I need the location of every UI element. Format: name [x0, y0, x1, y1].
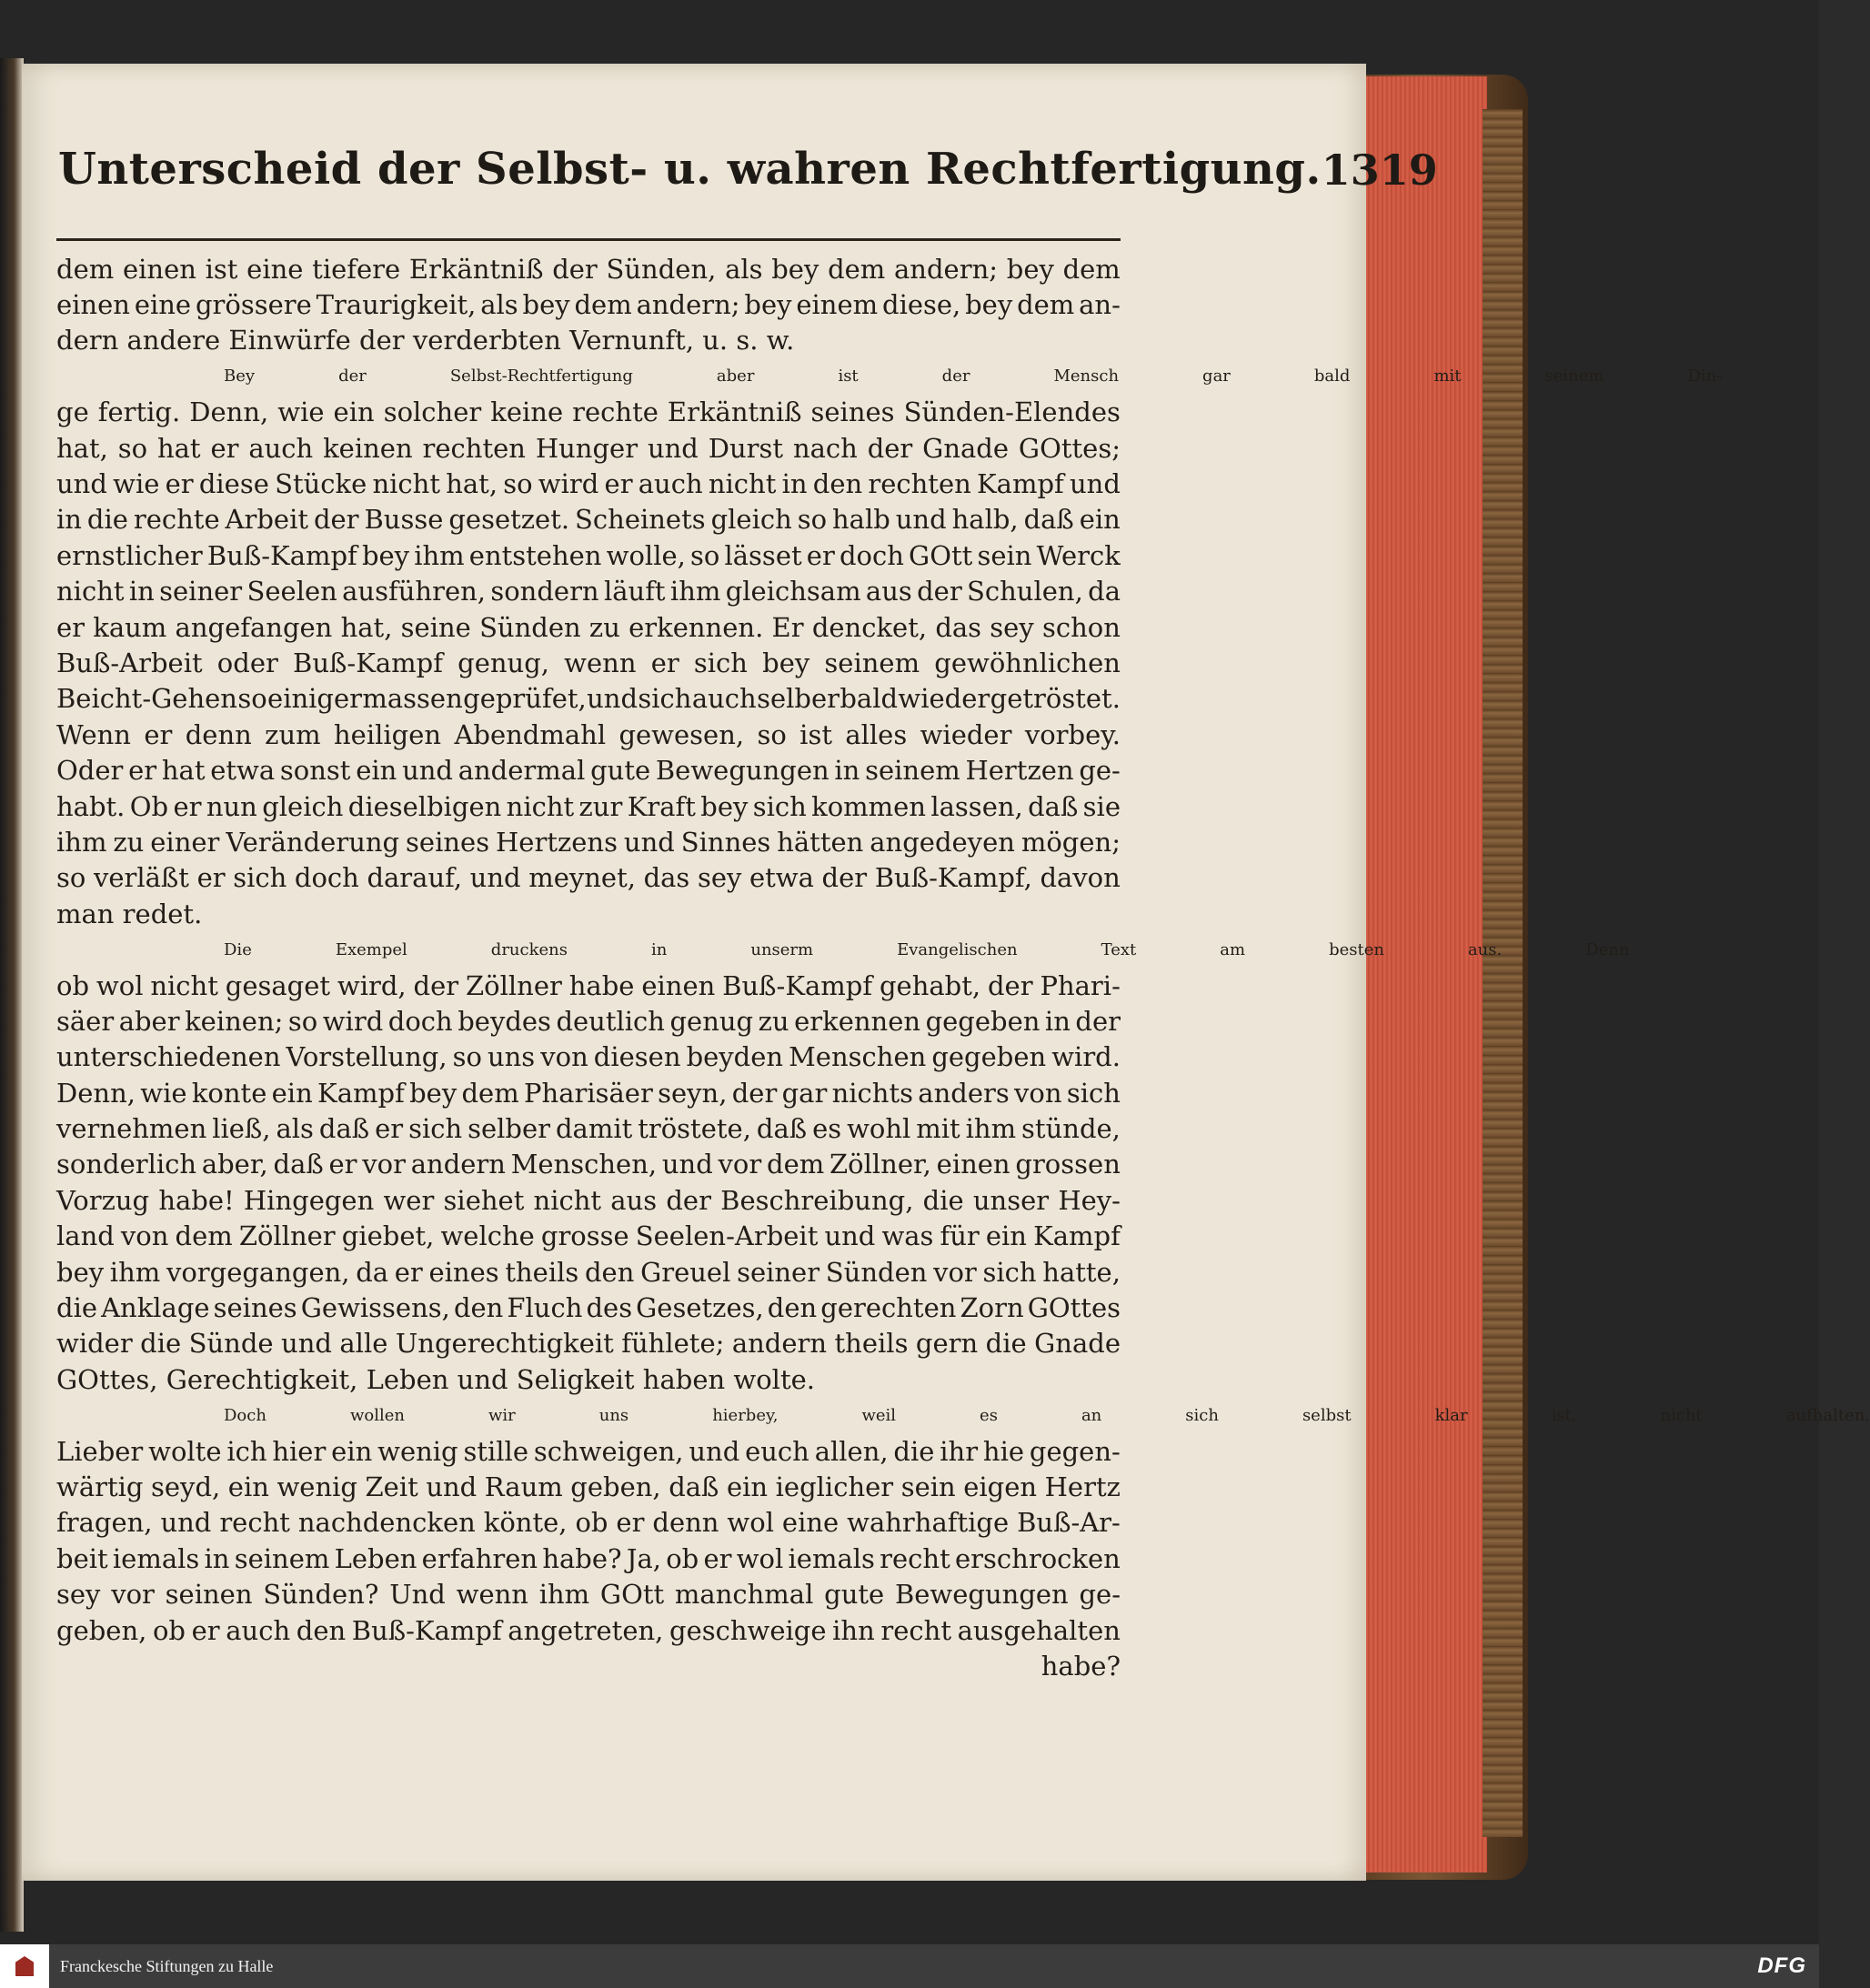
text-line-content: säer aber keinen; so wird doch beydes deutlich genug zu erkennen gegeben in der [56, 1005, 1121, 1037]
text-line-content: fragen, und recht nachdencken könte, ob er denn wol eine wahrhaftige Buß-Ar- [56, 1507, 1121, 1539]
text-line-content: Vorzug habe! Hingegen wer siehet nicht aus der Beschreibung, die unser Hey- [56, 1184, 1121, 1216]
body-text [56, 251, 1870, 1684]
text-line [56, 824, 1121, 859]
running-head [58, 107, 1438, 195]
text-line [56, 752, 1121, 788]
dfg-logo: DFG [1757, 1953, 1806, 1978]
text-line-content: Denn, wie konte ein Kampf bey dem Pharisäer seyn, der gar nichts anders von sich [56, 1077, 1121, 1109]
text-line [56, 1254, 1121, 1290]
text-line-content: Wenn er denn zum heiligen Abendmahl gewesen, so ist alles wieder vorbey. [56, 718, 1121, 750]
text-line [56, 968, 1121, 1003]
text-line [56, 1039, 1121, 1075]
text-line [56, 1219, 1121, 1254]
text-line-content: ob wol nicht gesaget wird, der Zöllner habe einen Buß-Kampf gehabt, der Phari- [56, 969, 1121, 1001]
text-line-content: ihm zu einer Veränderung seines Hertzens und Sinnes hätten angedeyen mögen; [56, 826, 1121, 858]
text-line-content: Oder er hat etwa sonst ein und andermal gute Bewegungen in seinem Hertzen ge- [56, 755, 1121, 787]
footer-left [0, 1944, 273, 1988]
text-line [56, 1505, 1121, 1541]
text-line [56, 1182, 1121, 1218]
text-line [56, 1433, 1121, 1469]
text-line [56, 1576, 1121, 1611]
text-line [56, 1147, 1121, 1182]
text-line [56, 358, 1723, 394]
text-line-content: man redet. [56, 898, 203, 929]
header-rule [56, 238, 1121, 241]
text-line [56, 1648, 1121, 1683]
text-line [56, 251, 1121, 286]
page-number: 1319 [1321, 146, 1438, 195]
text-line [56, 1541, 1121, 1576]
text-line-content: Beicht-Gehen so einiger massen geprüfet, und sich auch selber bald wieder getröstet. [56, 683, 1121, 715]
text-line-content: er kaum angefangen hat, seine Sünden zu erkennen. Er dencket, das sey schon [56, 611, 1121, 643]
institution-logo-mark [15, 1956, 34, 1976]
text-line-content: unterschiedenen Vorstellung, so uns von diesen beyden Menschen gegeben wird. [56, 1041, 1121, 1073]
text-line-content: Buß-Arbeit oder Buß-Kampf genug, wenn er sich bey seinem gewöhnlichen [56, 647, 1121, 678]
text-line [56, 286, 1121, 322]
text-line [56, 323, 1121, 358]
text-line [56, 1398, 1870, 1433]
text-line-content: Die Exempel druckens in unserm Evangelischen Text am besten aus. Denn [224, 939, 1630, 959]
text-line [56, 1110, 1121, 1146]
text-line [56, 609, 1121, 645]
text-line [56, 1612, 1121, 1648]
text-line [56, 1003, 1121, 1039]
text-line [56, 788, 1121, 824]
text-line [56, 574, 1121, 609]
text-line-content: GOttes, Gerechtigkeit, Leben und Seligkeit haben wolte. [56, 1363, 815, 1395]
text-line [56, 931, 1630, 967]
text-line-content: hat, so hat er auch keinen rechten Hunger und Durst nach der Gnade GOttes; [56, 432, 1121, 464]
text-line-content: vernehmen ließ, als daß er sich selber damit tröstete, daß es wohl mit ihm stünde, [56, 1113, 1121, 1145]
text-line-content: geben, ob er auch den Buß-Kampf angetreten, geschweige ihn recht ausgehalten [56, 1614, 1121, 1646]
text-line-content: wärtig seyd, ein wenig Zeit und Raum geben, daß ein ieglicher sein eigen Hertz [56, 1471, 1121, 1502]
text-line [56, 896, 1121, 931]
text-line-content: Lieber wolte ich hier ein wenig stille schweigen, und euch allen, die ihr hie gegen- [56, 1435, 1121, 1467]
text-line [56, 645, 1121, 680]
text-line [56, 860, 1121, 896]
footer-bar [0, 1944, 1819, 1988]
institution-name: Franckesche Stiftungen zu Halle [60, 1956, 274, 1975]
text-line-content: ge fertig. Denn, wie ein solcher keine rechte Erkäntniß seines Sünden-Elendes [56, 397, 1121, 428]
text-line-content: Doch wollen wir uns hierbey, weil es an sich selbst klar ist, nicht aufhalten. [224, 1405, 1870, 1425]
text-line-content: ernstlicher Buß-Kampf bey ihm entstehen wolle, so lässet er doch GOtt sein Werck [56, 539, 1121, 571]
text-line [56, 717, 1121, 752]
text-line [56, 1469, 1121, 1504]
text-line-content: habe? [1041, 1650, 1121, 1682]
text-line-content: Bey der Selbst-Rechtfertigung aber ist der Mensch gar bald mit seinem Din- [224, 366, 1723, 387]
institution-logo-icon [0, 1944, 49, 1988]
text-line [56, 466, 1121, 501]
text-line [56, 430, 1121, 466]
text-line [56, 681, 1121, 717]
text-line-content: land von dem Zöllner giebet, welche grosse Seelen-Arbeit und was für ein Kampf [56, 1220, 1121, 1252]
text-line [56, 1361, 1121, 1397]
text-line [56, 1290, 1121, 1325]
text-line-content: sonderlich aber, daß er vor andern Menschen, und vor dem Zöllner, einen grossen [56, 1149, 1121, 1180]
text-line [56, 502, 1121, 537]
text-line-content: habt. Ob er nun gleich dieselbigen nicht zur Kraft bey sich kommen lassen, daß sie [56, 790, 1121, 822]
text-line-content: dern andere Einwürfe der verderbten Vernunft, u. s. w. [56, 325, 795, 356]
text-line [56, 1075, 1121, 1110]
text-line-content: so verläßt er sich doch darauf, und meynet, das sey etwa der Buß-Kampf, davon [56, 862, 1121, 894]
text-line-content: und wie er diese Stücke nicht hat, so wird er auch nicht in den rechten Kampf und [56, 468, 1121, 500]
text-line-content: nicht in seiner Seelen ausführen, sondern läuft ihm gleichsam aus der Schulen, da [56, 576, 1121, 607]
text-line [56, 1326, 1121, 1361]
text-line-content: beit iemals in seinem Leben erfahren habe? Ja, ob er wol iemals recht erschrocken [56, 1542, 1121, 1574]
text-line-content: dem einen ist eine tiefere Erkäntniß der Sünden, als bey dem andern; bey dem [56, 253, 1121, 285]
text-line-content: bey ihm vorgegangen, da er eines theils den Greuel seiner Sünden vor sich hatte, [56, 1256, 1121, 1288]
text-line [56, 537, 1121, 573]
text-line-content: sey vor seinen Sünden? Und wenn ihm GOtt manchmal gute Bewegungen ge- [56, 1579, 1121, 1611]
book-left-edge [0, 58, 24, 1932]
text-line-content: einen eine grössere Traurigkeit, als bey dem andern; bey einem diese, bey dem an- [56, 289, 1121, 321]
text-line-content: wider die Sünde und alle Ungerechtigkeit fühlete; andern theils gern die Gnade [56, 1328, 1121, 1360]
page-block-red-edge [1364, 76, 1487, 1873]
text-line-content: in die rechte Arbeit der Busse gesetzet. Scheinets gleich so halb und halb, daß ein [56, 504, 1121, 536]
text-line-content: die Anklage seines Gewissens, den Fluch des Gesetzes, den gerechten Zorn GOttes [56, 1292, 1121, 1324]
text-line [56, 395, 1121, 430]
running-head-title: Unterscheid der Selbst- u. wahren Rechtfertigung. [58, 144, 1322, 195]
